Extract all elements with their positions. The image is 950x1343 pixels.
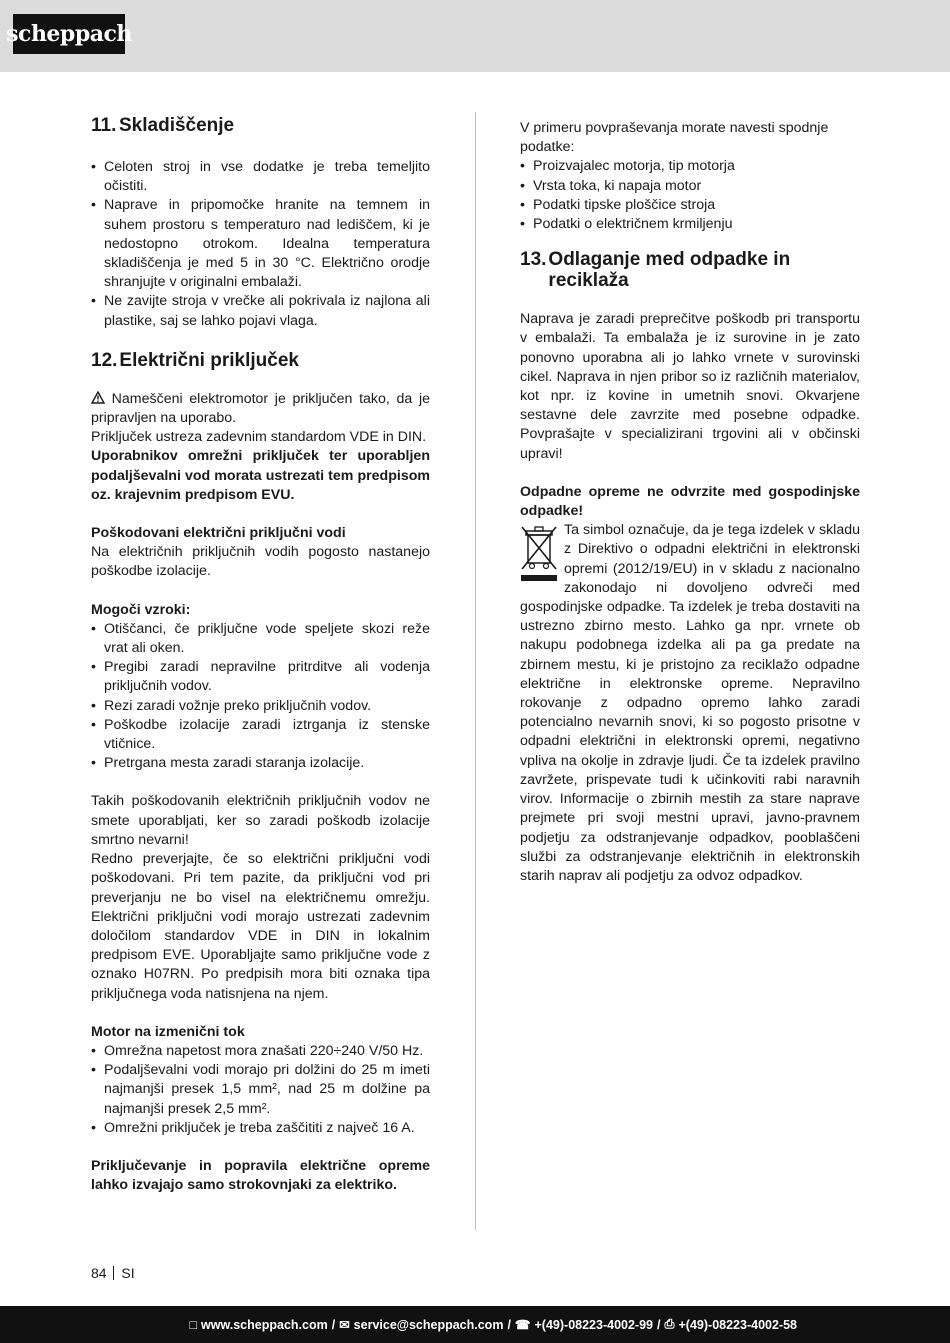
motor-list	[91, 1042, 430, 1138]
paragraph: Takih poškodovanih električnih priključnih vodov ne smete uporabljati, ker so zaradi poškodb izolacije smrtno nevarni!	[91, 793, 430, 848]
causes-list	[91, 620, 430, 774]
right-column	[520, 119, 860, 886]
section-title: Električni priključek	[119, 349, 299, 371]
section-number: 12.	[91, 349, 118, 371]
crossed-bin-icon	[520, 523, 558, 583]
section-title: Odlaganje med odpadke in reciklaža	[548, 249, 791, 292]
bold-paragraph: Odpadne opreme ne odvrzite med gospodinjske odpadke!	[520, 483, 860, 520]
paragraph: Naprava je zaradi preprečitve poškodb pri transportu v embalaži. Ta embalaža je iz surovine in je zato ponovno uporabna ali jo lahko vrnete v surovinski cikel. Naprava in njen pribor so iz različnih materialov, kot npr. iz kovine in umetnih snovi. Okvarjene sestavne dele zavrzite med posebne odpadke. Povprašajte v specializirani trgovini ali v občinski upravi!	[520, 311, 860, 462]
section-title: Skladiščenje	[119, 115, 235, 136]
section-12-heading	[91, 350, 430, 371]
section-11-heading	[91, 115, 430, 136]
list-item: • Pregibi zaradi nepravilne pritrditve ali vodenja priključnih vodov.	[91, 658, 430, 696]
page-number	[91, 1265, 135, 1281]
storage-list	[91, 158, 430, 331]
paragraph: Na električnih priključnih vodih pogosto nastanejo poškodbe izolacije.	[91, 544, 430, 580]
page-language: SI	[121, 1265, 135, 1281]
paragraph: V primeru povpraševanja morate navesti spodnje podatke:	[520, 120, 829, 156]
bold-paragraph: Priključevanje in popravila električne opreme lahko izvajajo samo strokovnjaki za elektriko.	[91, 1157, 430, 1194]
scheppach-logo: scheppach	[13, 14, 125, 54]
list-item: • Naprave in pripomočke hranite na temnem in suhem prostoru s temperaturo nad lediščem, ki je nedostopno otrokom. Idealna temperatura skladiščenja je med 5 in 30 °C. Električno orodje shranjujte v originalni embalaži.	[91, 196, 430, 292]
causes-heading: Mogoči vzroki:	[91, 601, 191, 618]
email-link[interactable]: service@scheppach.com	[353, 1317, 504, 1332]
inquiry-list	[520, 157, 860, 234]
footer-bar: □ www.scheppach.com / ✉ service@scheppach.com / ☎ +(49)-08223-4002-99 / ⎙ +(49)-08223-4002-58	[0, 1306, 950, 1343]
list-item: • Proizvajalec motorja, tip motorja	[520, 157, 860, 176]
list-item: • Celoten stroj in vse dodatke je treba temeljito očistiti.	[91, 158, 430, 196]
section-number: 13.	[520, 249, 547, 271]
email-icon: ✉	[339, 1318, 350, 1332]
paragraph: Redno preverjajte, če so električni priključni vodi poškodovani. Pri tem pazite, da priključni vod pri preverjanju ne bo visel na električnemu omrežju. Električni priključni vodi morajo ustrezati zadevnim določilom standardov VDE in DIN in lokalnim predpisom EVE. Uporabljajte samo priključne vode z oznako H07RN. Po predpisih mora biti oznaka tipa priključnega voda natisnjena na njem.	[91, 851, 430, 1002]
warning-icon	[91, 391, 105, 404]
section-13-heading	[520, 249, 860, 291]
fax-icon: ⎙	[664, 1317, 675, 1331]
paragraph: Priključek ustreza zadevnim standardom VDE in DIN.	[91, 429, 427, 446]
list-item: • Poškodbe izolacije zaradi iztrganja iz stenske vtičnice.	[91, 716, 430, 754]
bold-paragraph: Uporabnikov omrežni priključek ter uporabljen podaljševalni vod morata ustrezati tem predpisom oz. krajevnim predpisom EVU.	[91, 448, 430, 503]
fax-number: +(49)-08223-4002-58	[678, 1317, 797, 1332]
list-item: • Rezi zaradi vožnje preko priključnih vodov.	[91, 697, 430, 716]
column-divider	[475, 112, 476, 1230]
warning-text: Nameščeni elektromotor je priključen tako, da je pripravljen na uporabo.	[91, 390, 430, 427]
motor-heading: Motor na izmenični tok	[91, 1023, 245, 1040]
list-item: • Omrežni priključek je treba zaščititi z največ 16 A.	[91, 1119, 430, 1138]
computer-icon: □	[189, 1317, 198, 1332]
page-number-value: 84	[91, 1265, 107, 1281]
phone-icon: ☎	[514, 1318, 531, 1332]
weee-block	[520, 521, 860, 886]
phone-number: +(49)-08223-4002-99	[534, 1317, 653, 1332]
list-item: • Omrežna napetost mora znašati 220÷240 V/50 Hz.	[91, 1042, 430, 1061]
list-item: • Podaljševalni vodi morajo pri dolžini do 25 m imeti najmanjši presek 1,5 mm², nad 25 m dolžine pa najmanjši presek 2,5 mm².	[91, 1061, 430, 1119]
section-number: 11.	[91, 115, 117, 136]
left-column	[91, 115, 430, 1195]
damaged-heading: Poškodovani električni priključni vodi	[91, 525, 346, 542]
list-item: • Vrsta toka, ki napaja motor	[520, 177, 860, 196]
list-item: • Pretrgana mesta zaradi staranja izolacije.	[91, 754, 430, 773]
paragraph: Ta simbol označuje, da je tega izdelek v skladu z Direktivo o odpadni električni in elektronski opremi (2012/19/EU) in v skladu z nacionalno zakonodajo ni dovoljeno odvreči med gospodinjske odpadke. Ta izdelek je treba dostaviti na ustrezno zbirno mesto. Lahko ga npr. vrnete ob nakupu podobnega izdelka ali pa ga predate na zbirnem mestu, ki je pristojno za reciklažo odpadne električne in elektronske opreme. Nepravilno rokovanje z odpadno opremo lahko zaradi potencialno nevarnih snovi, ki so pogosto prisotne v odpadni električni in elektronski opremi, negativno vpliva na okolje in zdravje ljudi. Če ta izdelek pravilno zavržete, prispevate tudi k učinkoviti rabi naravnih virov. Informacije o zbirnih mestih za stare naprave prejmete pri svoji mestni upravi, javno-pravnem podjetju za odstranjevanje odpadkov, pooblaščeni službi za odstranjevanje električnih in elektronskih starih naprav ali podjetju za odvoz odpadkov.	[520, 522, 860, 884]
list-item: • Podatki o električnem krmiljenju	[520, 215, 860, 234]
header-bar	[0, 0, 950, 72]
warning-paragraph	[91, 390, 430, 428]
website-link[interactable]: www.scheppach.com	[201, 1317, 328, 1332]
list-item: • Otiščanci, če priključne vode speljete skozi reže vrat ali oken.	[91, 620, 430, 658]
list-item: • Ne zavijte stroja v vrečke ali pokrivala iz najlona ali plastike, saj se lahko pojavi vlaga.	[91, 292, 430, 330]
list-item: • Podatki tipske ploščice stroja	[520, 196, 860, 215]
